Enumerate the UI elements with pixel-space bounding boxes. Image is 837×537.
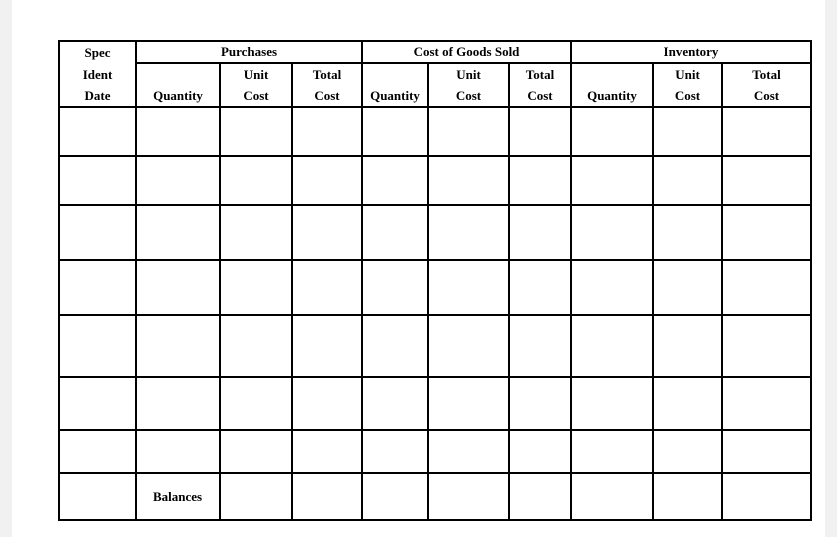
table-cell[interactable] — [292, 430, 362, 473]
table-cell[interactable] — [136, 260, 220, 315]
table-cell[interactable] — [362, 156, 428, 205]
date-header: Date — [59, 86, 136, 107]
header-row-1 — [59, 41, 811, 63]
purchases-header: Purchases — [136, 41, 362, 63]
table-cell[interactable] — [722, 107, 811, 156]
table-cell[interactable] — [509, 260, 571, 315]
table-cell[interactable] — [220, 205, 292, 260]
table-cell[interactable] — [571, 205, 653, 260]
cogs-total-cost-header-top: Total — [509, 63, 571, 86]
table-row — [59, 260, 811, 315]
purchases-quantity-header-top — [136, 63, 220, 86]
table-cell[interactable] — [220, 473, 292, 520]
purchases-unit-cost-header: Cost — [220, 86, 292, 107]
table-row — [59, 107, 811, 156]
table-cell[interactable] — [722, 473, 811, 520]
cogs-header: Cost of Goods Sold — [362, 41, 571, 63]
table-cell[interactable] — [428, 107, 509, 156]
table-cell[interactable] — [292, 156, 362, 205]
table-cell[interactable] — [362, 260, 428, 315]
table-cell[interactable] — [362, 107, 428, 156]
inventory-total-cost-header-top: Total — [722, 63, 811, 86]
cogs-quantity-header: Quantity — [362, 86, 428, 107]
header-row-2 — [59, 63, 811, 86]
table-cell[interactable] — [428, 430, 509, 473]
table-cell[interactable] — [653, 473, 722, 520]
table-cell[interactable] — [428, 205, 509, 260]
inventory-unit-cost-header-top: Unit — [653, 63, 722, 86]
cogs-total-cost-header: Cost — [509, 86, 571, 107]
table-cell[interactable] — [722, 430, 811, 473]
purchases-total-cost-header: Cost — [292, 86, 362, 107]
table-cell[interactable] — [59, 315, 136, 377]
table-cell[interactable] — [292, 205, 362, 260]
table-cell[interactable] — [509, 107, 571, 156]
table-cell[interactable] — [220, 377, 292, 430]
table-cell[interactable] — [362, 473, 428, 520]
purchases-quantity-header: Quantity — [136, 86, 220, 107]
cogs-quantity-header-top — [362, 63, 428, 86]
inventory-unit-cost-header: Cost — [653, 86, 722, 107]
table-cell[interactable] — [362, 205, 428, 260]
table-cell[interactable] — [653, 156, 722, 205]
purchases-unit-cost-header-top: Unit — [220, 63, 292, 86]
table-cell[interactable] — [292, 315, 362, 377]
table-cell[interactable] — [220, 260, 292, 315]
table-cell[interactable] — [136, 107, 220, 156]
table-cell[interactable] — [220, 156, 292, 205]
table-cell[interactable] — [571, 473, 653, 520]
spec-header: Spec — [59, 41, 136, 63]
table-row — [59, 156, 811, 205]
table-row — [59, 430, 811, 473]
table-cell[interactable] — [428, 260, 509, 315]
table-cell[interactable] — [571, 260, 653, 315]
inventory-total-cost-header: Cost — [722, 86, 811, 107]
table-cell[interactable] — [136, 315, 220, 377]
balances-row — [59, 473, 811, 520]
table-cell[interactable] — [653, 430, 722, 473]
table-cell[interactable] — [59, 107, 136, 156]
table-cell[interactable] — [571, 107, 653, 156]
table-cell[interactable] — [509, 473, 571, 520]
table-cell[interactable] — [509, 205, 571, 260]
table-cell[interactable] — [722, 205, 811, 260]
header-row-3 — [59, 86, 811, 107]
table-cell[interactable] — [722, 260, 811, 315]
table-cell[interactable] — [428, 156, 509, 205]
table-cell[interactable] — [220, 315, 292, 377]
inventory-ledger-table — [58, 40, 812, 521]
ident-header: Ident — [59, 63, 136, 86]
inventory-quantity-header-top — [571, 63, 653, 86]
table-cell[interactable] — [571, 430, 653, 473]
table-cell[interactable] — [722, 156, 811, 205]
table-cell[interactable] — [653, 107, 722, 156]
table-cell[interactable] — [59, 260, 136, 315]
table-cell[interactable] — [59, 205, 136, 260]
table-cell[interactable] — [220, 430, 292, 473]
table-cell[interactable] — [136, 205, 220, 260]
table-cell[interactable] — [292, 473, 362, 520]
table-cell[interactable] — [428, 377, 509, 430]
ledger-body — [59, 107, 811, 520]
table-cell[interactable] — [653, 260, 722, 315]
table-cell[interactable] — [653, 205, 722, 260]
table-cell[interactable] — [136, 156, 220, 205]
table-cell[interactable] — [292, 260, 362, 315]
table-cell[interactable] — [571, 377, 653, 430]
table-cell[interactable] — [509, 377, 571, 430]
table-cell[interactable] — [428, 315, 509, 377]
table-cell[interactable] — [59, 430, 136, 473]
table-cell[interactable] — [722, 315, 811, 377]
table-cell[interactable] — [571, 315, 653, 377]
table-cell[interactable] — [509, 315, 571, 377]
table-cell[interactable] — [292, 107, 362, 156]
purchases-total-cost-header-top: Total — [292, 63, 362, 86]
cogs-unit-cost-header-top: Unit — [428, 63, 509, 86]
table-cell[interactable] — [59, 473, 136, 520]
cogs-unit-cost-header: Cost — [428, 86, 509, 107]
table-cell[interactable] — [428, 473, 509, 520]
table-cell[interactable] — [59, 156, 136, 205]
table-cell[interactable] — [362, 377, 428, 430]
table-cell[interactable] — [722, 377, 811, 430]
table-cell[interactable] — [136, 430, 220, 473]
table-cell[interactable] — [220, 107, 292, 156]
inventory-header: Inventory — [571, 41, 811, 63]
table-cell[interactable] — [292, 377, 362, 430]
table-row — [59, 315, 811, 377]
table-cell[interactable] — [653, 315, 722, 377]
table-cell[interactable] — [362, 430, 428, 473]
table-row — [59, 205, 811, 260]
table-cell[interactable] — [59, 377, 136, 430]
table-row — [59, 377, 811, 430]
table-cell[interactable] — [571, 156, 653, 205]
table-cell[interactable] — [509, 156, 571, 205]
table-cell[interactable] — [653, 377, 722, 430]
table-cell[interactable] — [362, 315, 428, 377]
balances-label: Balances — [136, 473, 220, 520]
table-cell[interactable] — [509, 430, 571, 473]
inventory-quantity-header: Quantity — [571, 86, 653, 107]
table-cell[interactable] — [136, 377, 220, 430]
